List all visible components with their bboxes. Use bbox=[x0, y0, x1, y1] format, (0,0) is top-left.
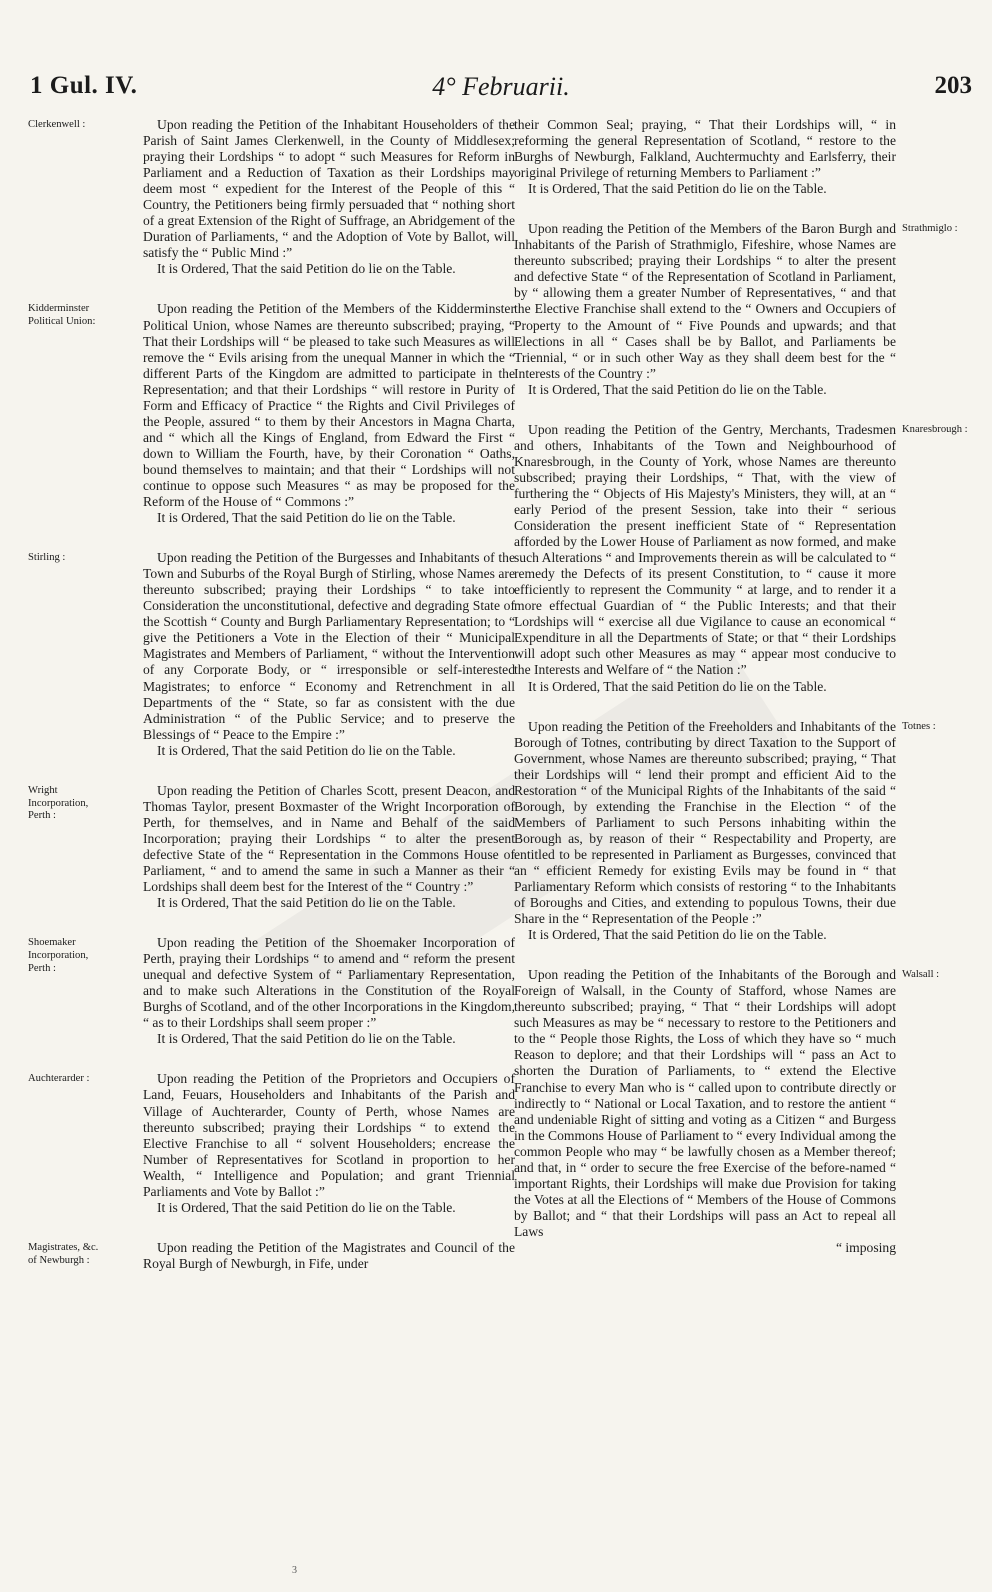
petition-entry bbox=[514, 221, 958, 398]
petition-entry bbox=[28, 782, 515, 911]
signature-mark: 3 bbox=[292, 1565, 297, 1576]
petition-entry bbox=[514, 967, 940, 1256]
margin-note: Wright Incorporation, Perth : bbox=[28, 784, 89, 822]
page-number: 203 bbox=[934, 72, 972, 99]
petition-text: Upon reading the Petition of the Members of the Kidderminster Political Union, whose Names are thereunto subscribed; praying, “ That their Lordships will “ be pleased to take such Measures as will remove the “ Evils arising from the unequal Manner in which the “ different Parts of the Kingdom are admitted to participate in the Representation; and that their Lordships “ will restore in Purity of Form and Efficacy of Practice “ the Rights and Civil Privileges of the People, assured “ to them by their Ancestors in Magna Charta, and “ which all the Kings of England, from Edward the First “ down to William the Fourth, have, by their Coronation “ Oaths, bound themselves to maintain; and that their “ Lordships will not continue to oppose such Measures “ as may be proposed for the Reform of the House of “ Commons :” bbox=[143, 301, 515, 510]
petition-entry bbox=[514, 421, 968, 695]
petition-text: Upon reading the Petition of Charles Scott, present Deacon, and Thomas Taylor, present Boxmaster of the Wright Incorporation of Perth, for themselves, and in Name and Behalf of the said Incorporation; praying their Lordships “ to alter the present defective State of the “ Representation in the Commons House of Parliament, “ and to amend the same in such a Manner as their “ Lordships shall deem best for the Interest of the “ Country :” bbox=[143, 782, 515, 895]
margin-note: Magistrates, &c. of Newburgh : bbox=[28, 1241, 99, 1266]
petition-text: Upon reading the Petition of the Freeholders and Inhabitants of the Borough of Totnes, contributing by direct Taxation to the Support of Government, whose Names are thereunto subscribed; praying, “ That their Lordships will “ lend their prompt and efficient Aid to the Restoration “ of the Municipal Rights of the Inhabitants of the said “ Borough, by extending the Franchise in the Election “ of the Members of Parliament to such Persons inhabiting within the Borough as, by reason of their “ Respectability and Property, are entitled to be represented in Parliament as Burgesses, convinced that an “ efficient Remedy for existing Evils may be found in “ that Parliamentary Reform which consists of restoring “ to the Inhabitants of Boroughs and Cities, and extending to populous Towns, their due Share in the “ Representation of the People :” bbox=[514, 718, 896, 927]
petition-text: Upon reading the Petition of the Inhabitant Householders of the Parish of Saint James Clerkenwell, in the County of Middlesex; praying their Lordships “ to adopt “ such Measures for Reform in Parliament and a Reduction of Taxation as their Lordships may deem most “ expedient for the Interest of the People of this “ Country, the Petitioners being firmly persuaded that “ nothing short of a great Extension of the Right of Suffrage, an Abridgement of the Duration of Parliaments, “ and the Adoption of Vote by Ballot, will satisfy the “ Public Mind :” bbox=[143, 117, 515, 261]
margin-note: Knaresbrough : bbox=[902, 423, 968, 435]
petition-entry bbox=[28, 301, 515, 526]
left-column bbox=[28, 117, 516, 1296]
petition-text: Upon reading the Petition of the Inhabitants of the Borough and Foreign of Walsall, in the County of Stafford, whose Names are thereunto subscribed; praying, “ That “ their Lordships will adopt such Measures as may be “ necessary to restore to the Petitioners and to the “ People those Rights, the Loss of which they have so “ much Reason to deplore; and that their Lordships will “ pass an Act to shorten the Duration of Parliaments, to “ extend the Elective Franchise to every Man who is “ called upon to contribute directly or indirectly to “ National or Local Taxation, and to restore the antient “ and undeniable Right of sitting and voting as a Citizen “ and Burgess in the Commons House of Parliament to “ every Individual among the common People who may “ be lawfully chosen as a Member thereof; and that, in “ order to secure the free Exercise of the before-named “ important Rights, their Lordships will make due Provision for taking the Votes at all the Elections of “ Members of the House of Commons by Ballot; and “ that their Lordships will pass an Act to repeal all Laws bbox=[514, 967, 896, 1239]
order-text: It is Ordered, That the said Petition do lie on the Table. bbox=[157, 1199, 456, 1215]
petition-text: Upon reading the Petition of the Gentry, Merchants, Tradesmen and others, Inhabitants of the Town and Neighbourhood of Knaresbrough, in the County of York, whose Names are thereunto subscribed; praying their Lordships, “ That, with the view of furthering the “ Objects of His Majesty's Ministers, they will, at an “ early Period of the present Session, take into their “ serious Consideration the present inefficient State of “ Representation afforded by the Lower House of Parliament as now formed, and make such Alterations “ and Improvements therein as will be calculated to “ remedy the Defects of its present Constitution, to “ cause it more efficiently to represent the Community “ at large, and to render it a more effectual Guardian of “ the Public Interests; and that their Lordships will “ exercise all due Vigilance to cause an economical “ Expenditure in all the Departments of State; or that “ their Lordships will adopt such other Measures as may “ appear most conducive to the Interests and Welfare of “ the Nation :” bbox=[514, 421, 896, 678]
petition-entry bbox=[28, 935, 516, 1047]
petition-entry bbox=[28, 117, 515, 277]
petition-entry bbox=[514, 718, 936, 944]
petition-text: Upon reading the Petition of the Proprietors and Occupiers of Land, Feuars, Householders and Inhabitants of the Parish and Village of Auchterarder, County of Perth, whose Names are thereunto subscribed; praying their Lordships “ to extend the Elective Franchise to all “ solvent Householders; encrease the Number of Representatives for Scotland in proportion to her Wealth, “ Intelligence and Population; and grant Triennial Parliaments and Vote by Ballot :” bbox=[143, 1071, 515, 1199]
petition-text: their Common Seal; praying, “ That their Lordships will, “ in reforming the general Representation of Scotland, “ restore to the Burghs of Newburgh, Falkland, Auchtermuchty and Earlsferry, their original Privilege of returning Members to Parliament :” bbox=[514, 117, 896, 181]
order-text: It is Ordered, That the said Petition do lie on the Table. bbox=[528, 678, 827, 694]
margin-note: Auchterarder : bbox=[28, 1073, 90, 1085]
order-text: It is Ordered, That the said Petition do lie on the Table. bbox=[528, 381, 827, 397]
petition-text: Upon reading the Petition of the Magistrates and Council of the Royal Burgh of Newburgh, in Fife, under bbox=[143, 1239, 515, 1271]
order-text: It is Ordered, That the said Petition do lie on the Table. bbox=[157, 261, 456, 277]
petition-text: Upon reading the Petition of the Members of the Baron Burgh and Inhabitants of the Parish of Strathmiglo, Fifeshire, whose Names are thereunto subscribed; praying their Lordships “ to alter the present and defective State “ of the Representation of Scotland in Parliament, by “ allowing them a greater Number of Representatives, “ and that the Elective Franchise shall extend to the “ Owners and Occupiers of Property to the Amount of “ Five Pounds and upwards; and that Elections in all “ Cases shall be by Ballot, and Parliaments be Triennial, “ or in such other Way as they shall deem best for the “ Interests of the Country :” bbox=[514, 221, 896, 381]
regnal-year: 1 Gul. IV. bbox=[30, 72, 138, 99]
order-text: It is Ordered, That the said Petition do lie on the Table. bbox=[157, 510, 456, 526]
catchword: “ imposing bbox=[835, 1240, 896, 1255]
order-text: It is Ordered, That the said Petition do lie on the Table. bbox=[157, 1031, 456, 1047]
order-text: It is Ordered, That the said Petition do lie on the Table. bbox=[157, 742, 456, 758]
order-text: It is Ordered, That the said Petition do lie on the Table. bbox=[157, 895, 456, 911]
right-column bbox=[514, 117, 968, 1280]
petition-text: Upon reading the Petition of the Burgesses and Inhabitants of the Town and Suburbs of the Royal Burgh of Stirling, whose Names are thereunto subscribed; praying their Lordships “ to take into Consideration the unconstitutional, defective and degrading State of the Scottish “ County and Burgh Parliamentary Representation; to “ give the Petitioners a Vote in the Election of their “ Municipal Magistrates and Members of Parliament, “ without the Intervention of any Corporate Body, or “ irresponsible or self-interested Magistrates; to enforce “ Economy and Retrenchment in all Departments of the “ State, so far as consistent with the due Administration “ of the Public Service; and to preserve the Blessings of “ Peace to the Empire :” bbox=[143, 550, 515, 742]
date-heading: 4° Februarii. bbox=[432, 72, 570, 101]
margin-note: Strathmiglo : bbox=[902, 223, 958, 235]
petition-entry bbox=[28, 1239, 515, 1272]
petition-entry bbox=[28, 550, 515, 759]
margin-note: Clerkenwell : bbox=[28, 119, 86, 130]
petition-entry-continued bbox=[514, 117, 896, 197]
margin-note: Totnes : bbox=[902, 720, 936, 732]
margin-note: Kidderminster Political Union: bbox=[28, 303, 96, 328]
margin-note: Walsall : bbox=[902, 969, 940, 981]
petition-entry bbox=[28, 1071, 515, 1215]
margin-note: Shoemaker Incorporation, Perth : bbox=[28, 937, 89, 974]
petition-text: Upon reading the Petition of the Shoemaker Incorporation of Perth, praying their Lordships “ to amend and “ reform the present unequal and defective System of “ Parliamentary Representation, and to make such Alterations in the Constitution of the Royal Burghs of Scotland, and of the other Incorporations in the Kingdom, “ as to their Lordships shall seem proper :” bbox=[143, 935, 516, 1031]
order-text: It is Ordered, That the said Petition do lie on the Table. bbox=[528, 181, 827, 197]
running-header bbox=[30, 72, 972, 106]
margin-note: Stirling : bbox=[28, 552, 66, 564]
order-text: It is Ordered, That the said Petition do lie on the Table. bbox=[528, 927, 827, 943]
